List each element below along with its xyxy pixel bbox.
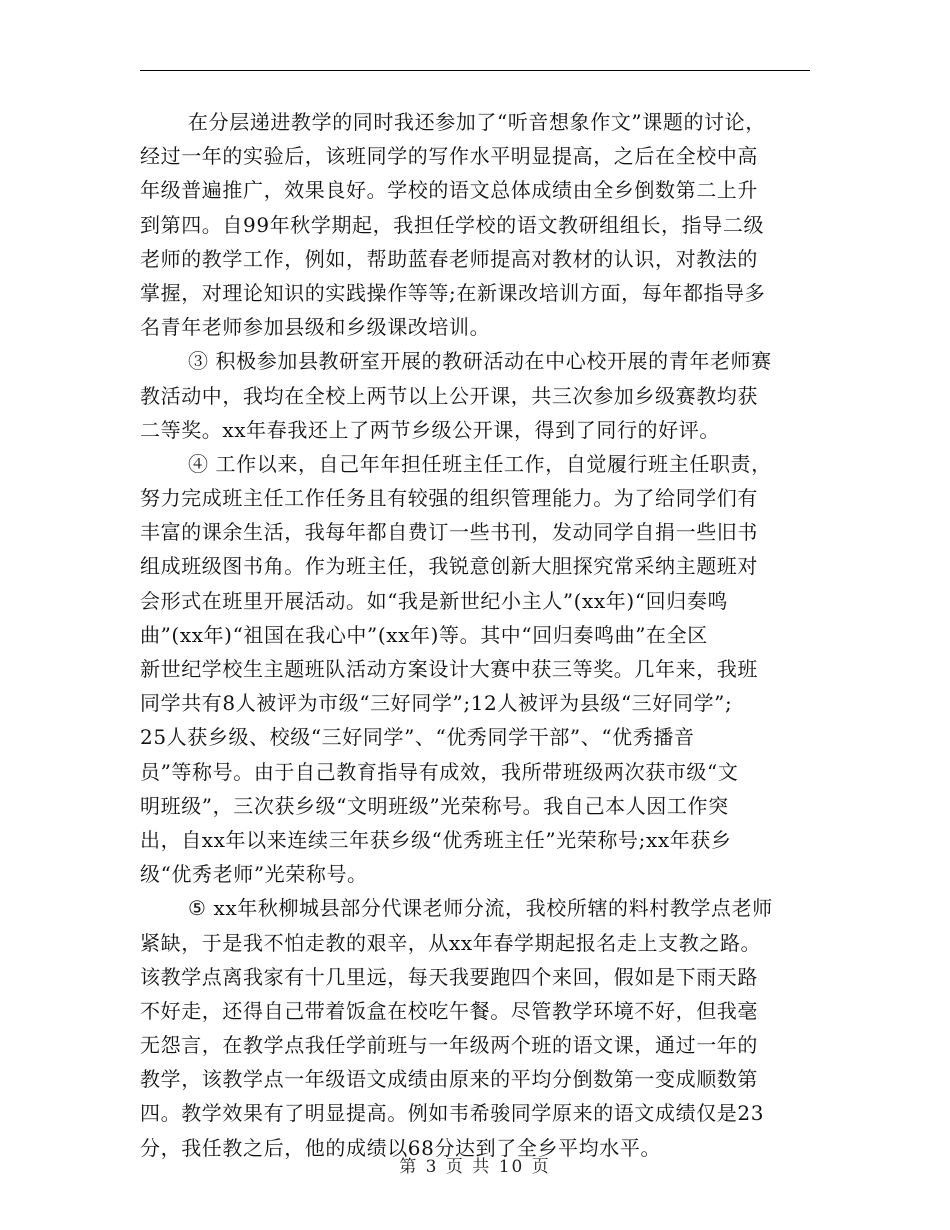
text-line: 明班级”，三次获乡级“文明班级”光荣称号。我自己本人因工作突 (140, 793, 729, 818)
text-line: 努力完成班主任工作任务且有较强的组织管理能力。为了给同学们有 (140, 486, 758, 511)
text-line: 四。教学效果有了明显提高。例如韦希骏同学原来的语文成绩仅是23 (140, 1101, 765, 1126)
text-line: 不好走，还得自己带着饭盒在校吃午餐。尽管教学环境不好，但我毫 (140, 998, 758, 1023)
text-line: 出，自xx年以来连续三年获乡级“优秀班主任”光荣称号;xx年获乡 (140, 827, 732, 852)
text-line: 会形式在班里开展活动。如“我是新世纪小主人”(xx年)“回归奏鸣 (140, 588, 729, 613)
text-line: 曲”(xx年)“祖国在我心中”(xx年)等。其中“回归奏鸣曲”在全区 (140, 622, 708, 647)
page-number: 第 3 页 共 10 页 (399, 1157, 551, 1177)
text-line: ③ 积极参加县教研室开展的教研活动在中心校开展的青年老师赛 (188, 349, 772, 374)
text-line: 掌握，对理论知识的实践操作等等;在新课改培训方面，每年都指导多 (140, 280, 766, 305)
text-line: 经过一年的实验后，该班同学的写作水平明显提高，之后在全校中高 (140, 144, 758, 169)
text-line: 在分层递进教学的同时我还参加了“听音想象作文”课题的讨论， (188, 110, 766, 134)
header-rule (140, 70, 810, 71)
text-line: ⑤ xx年秋柳城县部分代课老师分流，我校所辖的料村教学点老师 (188, 896, 773, 921)
text-line: 组成班级图书角。作为班主任，我锐意创新大胆探究常采纳主题班对 (140, 554, 758, 579)
text-line: 名青年老师参加县级和乡级课改培训。 (140, 315, 491, 340)
text-line: 该教学点离我家有十几里远，每天我要跑四个来回，假如是下雨天路 (140, 964, 758, 989)
text-line: 员”等称号。由于自己教育指导有成效，我所带班级两次获市级“文 (140, 759, 739, 784)
text-line: 紧缺，于是我不怕走教的艰辛，从xx年春学期起报名走上支教之路。 (140, 930, 762, 955)
text-line: 无怨言，在教学点我任学前班与一年级两个班的语文课，通过一年的 (140, 1033, 758, 1058)
text-line: 25人获乡级、校级“三好同学”、“优秀同学干部”、“优秀播音 (140, 725, 695, 750)
text-line: 年级普遍推广，效果良好。学校的语文总体成绩由全乡倒数第二上升 (140, 178, 758, 203)
text-line: 二等奖。xx年春我还上了两节乡级公开课，得到了同行的好评。 (140, 417, 720, 442)
document-body (140, 105, 810, 1165)
text-line: 教活动中，我均在全校上两节以上公开课，共三次参加乡级赛教均获 (140, 383, 758, 408)
text-line: 老师的教学工作，例如，帮助蓝春老师提高对教材的认识，对教法的 (140, 246, 758, 271)
text-line: ④ 工作以来，自己年年担任班主任工作，自觉履行班主任职责， (188, 451, 772, 476)
text-line: 分，我任教之后，他的成绩以68分达到了全乡平均水平。 (140, 1135, 662, 1160)
text-line: 同学共有8人被评为市级“三好同学”;12人被评为县级“三好同学”; (140, 691, 733, 716)
text-line: 级“优秀老师”光荣称号。 (140, 862, 368, 887)
text-line: 教学，该教学点一年级语文成绩由原来的平均分倒数第一变成顺数第 (140, 1067, 758, 1092)
text-line: 到第四。自99年秋学期起，我担任学校的语文教研组组长，指导二级 (140, 212, 765, 237)
text-line: 丰富的课余生活，我每年都自费订一些书刊，发动同学自捐一些旧书 (140, 520, 758, 545)
text-line: 新世纪学校生主题班队活动方案设计大赛中获三等奖。几年来，我班 (140, 657, 758, 681)
